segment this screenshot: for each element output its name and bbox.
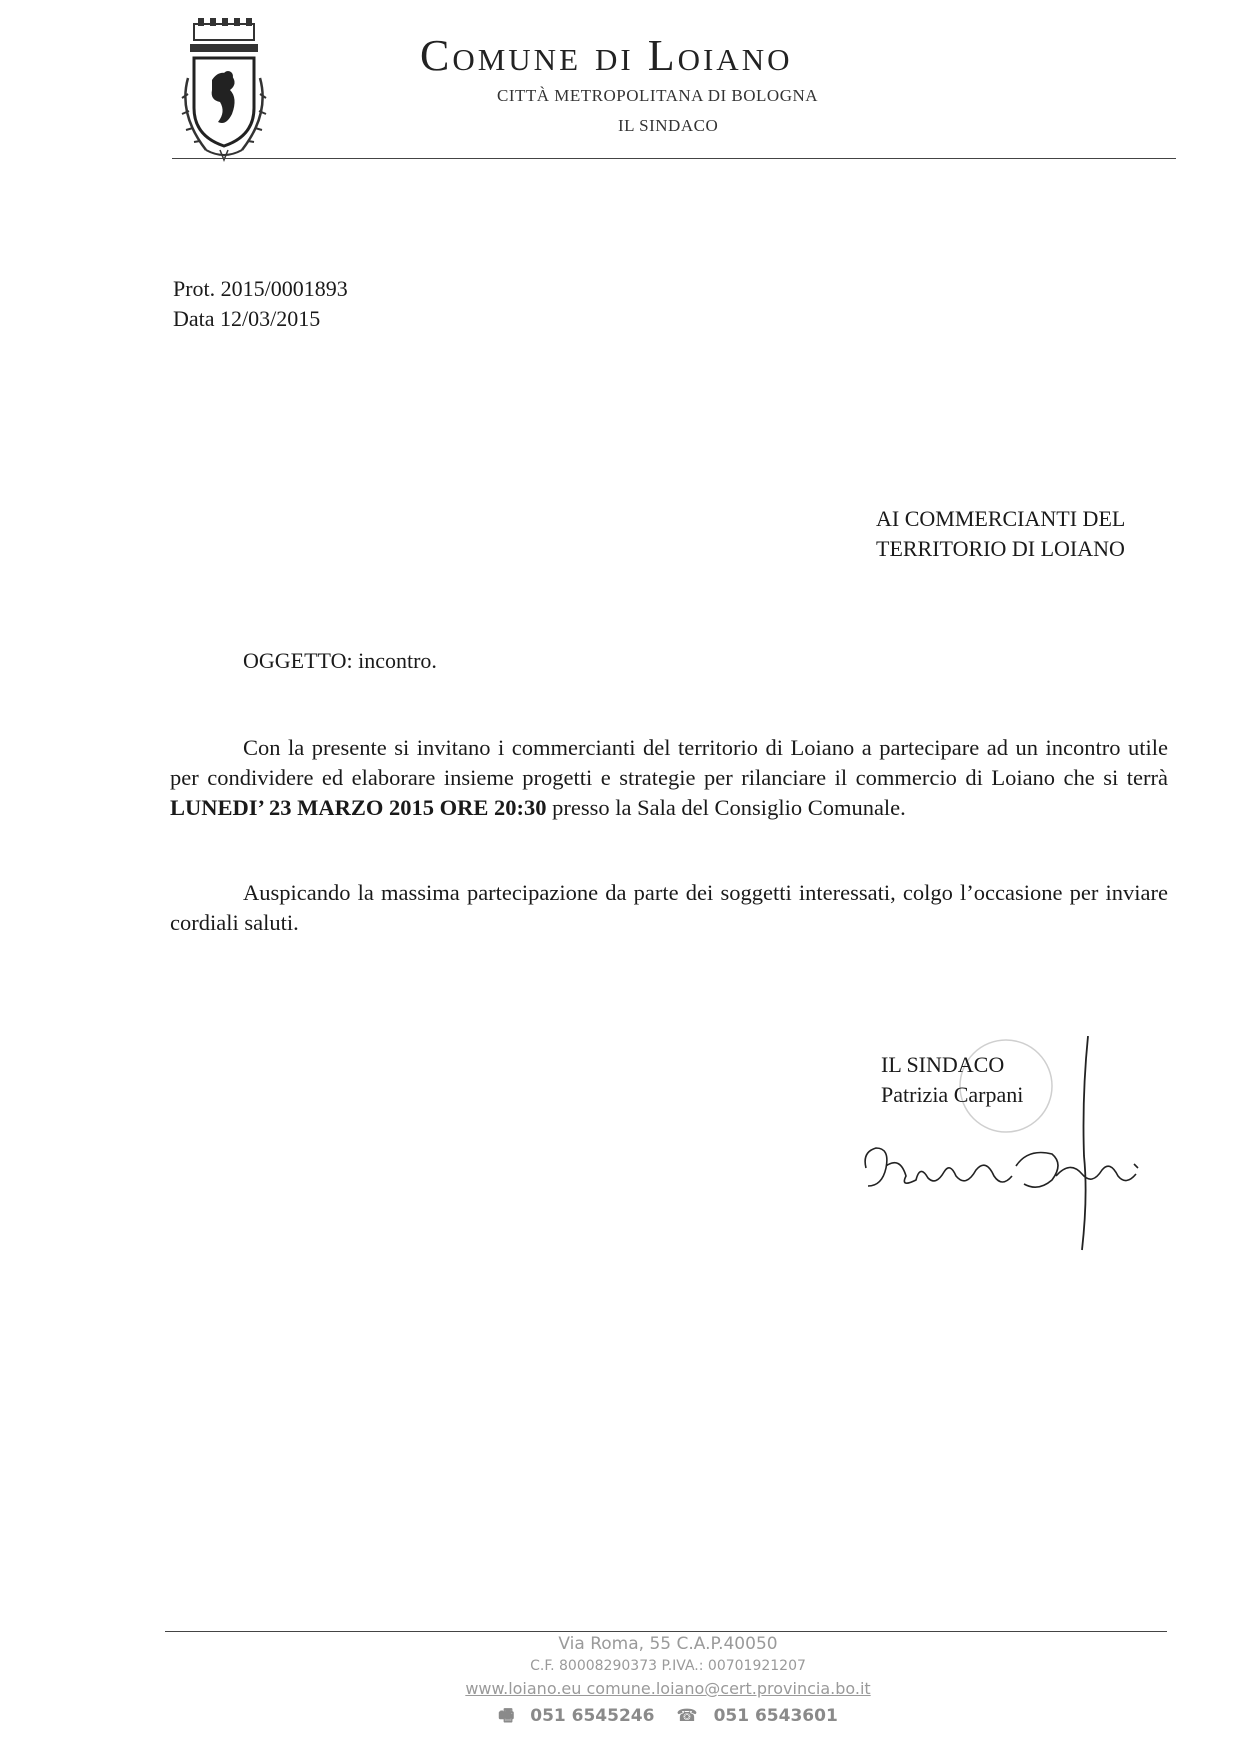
protocol-date: Data 12/03/2015	[173, 306, 321, 331]
footer-address: Via Roma, 55 C.A.P.40050	[558, 1634, 778, 1654]
fax-icon: 🖷	[498, 1706, 515, 1726]
municipal-crest-logo	[176, 18, 272, 168]
signatory-role: IL SINDACO	[881, 1052, 1005, 1077]
footer-web-links[interactable]: www.loiano.eu comune.loiano@cert.provincia.bo.it	[465, 1679, 871, 1698]
protocol-number: Prot. 2015/0001893	[173, 276, 348, 301]
meeting-datetime: LUNEDI’ 23 MARZO 2015 ORE 20:30	[170, 795, 547, 820]
footer-contacts	[300, 1703, 1036, 1732]
recipient-line-1: AI COMMERCIANTI DEL	[876, 506, 1126, 531]
office-heading: IL SINDACO	[618, 116, 719, 135]
footer-tax-info: C.F. 80008290373 P.IVA.: 00701921207	[530, 1658, 806, 1674]
body-paragraph-1	[170, 733, 1168, 823]
subject-line: OGGETTO: incontro.	[243, 648, 437, 673]
body-paragraph-2: Auspicando la massima partecipazione da parte dei soggetti interessati, colgo l’occasione per inviare cordiali saluti.	[170, 880, 1168, 935]
recipient-line-2: TERRITORIO DI LOIANO	[876, 536, 1125, 561]
fax-number: 051 6545246	[530, 1706, 655, 1726]
signatory-name: Patrizia Carpani	[881, 1082, 1024, 1107]
protocol-block	[173, 274, 348, 334]
signatory-block	[881, 1050, 1023, 1110]
municipality-subtitle: CITTÀ METROPOLITANA DI BOLOGNA	[497, 86, 819, 105]
phone-icon: ☎	[676, 1706, 698, 1726]
footer-divider	[165, 1631, 1167, 1632]
header-divider	[172, 158, 1176, 159]
phone-number: 051 6543601	[713, 1706, 838, 1726]
recipient-block	[876, 504, 1171, 564]
body-text: presso la Sala del Consiglio Comunale.	[546, 795, 906, 820]
body-text: Con la presente si invitano i commercianti del territorio di Loiano a partecipare ad un incontro utile per condividere ed elaborare insieme progetti e strategie per rilanciare il commercio di Loiano che si terrà	[170, 735, 1168, 790]
municipality-title: Comune di Loiano	[420, 31, 793, 80]
